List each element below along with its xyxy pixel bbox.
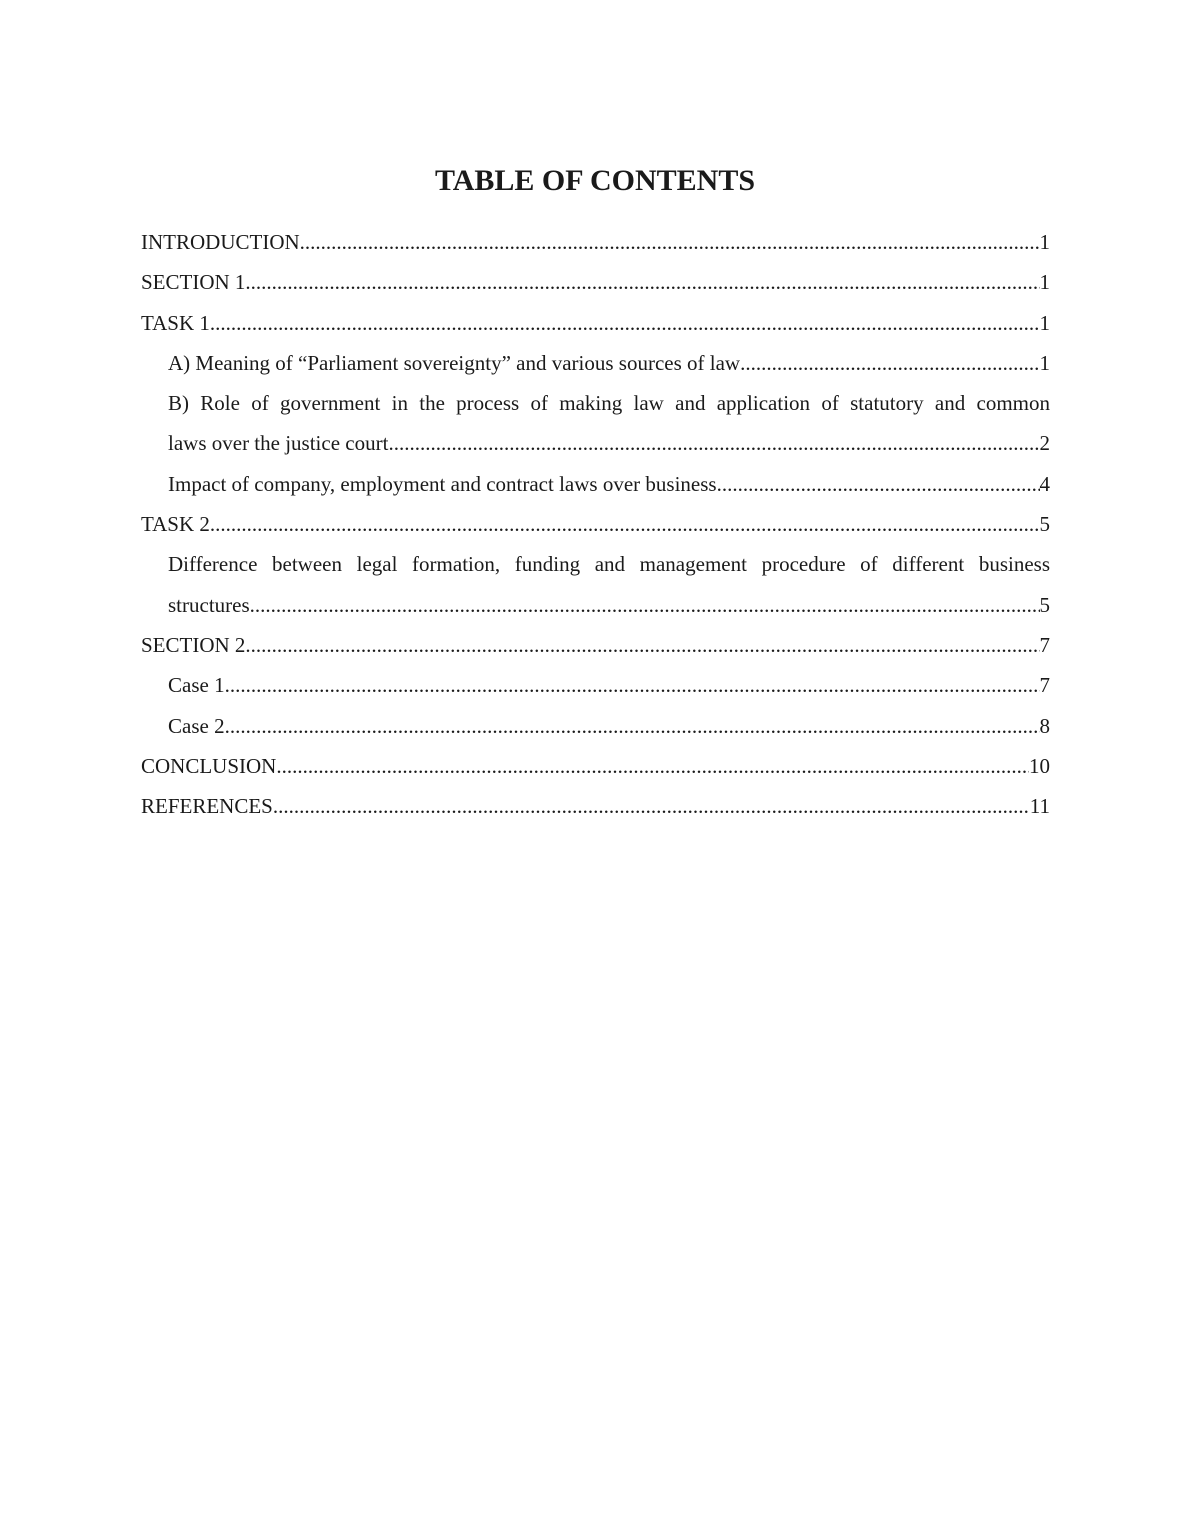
toc-entry-label: Impact of company, employment and contract laws over business <box>168 471 717 496</box>
toc-page-number: 1 <box>1039 350 1050 375</box>
toc-page-number: 5 <box>1039 512 1050 537</box>
toc-entry-label: SECTION 2 <box>141 632 246 657</box>
table-of-contents <box>141 222 1050 826</box>
toc-dot-leader <box>300 222 1040 262</box>
toc-entry-label: TASK 2 <box>141 512 210 537</box>
toc-entry-case-2[interactable] <box>141 706 1050 746</box>
toc-entry-introduction[interactable] <box>141 222 1050 262</box>
toc-entry-label: INTRODUCTION <box>141 230 300 254</box>
toc-entry-section-2[interactable] <box>141 625 1050 665</box>
toc-page-number: 7 <box>1039 673 1050 698</box>
toc-entry-label: structures <box>168 592 250 617</box>
toc-page-number: 4 <box>1039 471 1050 496</box>
toc-dot-leader <box>225 706 1040 746</box>
toc-entry-task-2[interactable] <box>141 504 1050 544</box>
toc-page-number: 7 <box>1039 632 1050 657</box>
toc-entry-label: SECTION 1 <box>141 270 246 295</box>
toc-entry-label-line-1: Difference between legal formation, funding and management procedure of different business <box>168 552 1050 577</box>
toc-entry-label: A) Meaning of “Parliament sovereignty” and various sources of law <box>168 350 741 375</box>
toc-entry-label: laws over the justice court <box>168 431 389 456</box>
toc-dot-leader <box>210 303 1040 343</box>
page-title: TABLE OF CONTENTS <box>434 164 756 197</box>
toc-entry-label: TASK 1 <box>141 310 210 335</box>
toc-entry-business-structures[interactable] <box>141 544 1050 625</box>
toc-entry-label: CONCLUSION <box>141 753 277 778</box>
toc-dot-leader <box>388 423 1039 463</box>
toc-entry-conclusion[interactable] <box>141 746 1050 786</box>
toc-page-number: 11 <box>1029 794 1050 819</box>
toc-dot-leader <box>210 504 1040 544</box>
toc-entry-impact-of-laws[interactable] <box>141 464 1050 504</box>
toc-page-number: 5 <box>1039 592 1050 617</box>
toc-entry-references[interactable] <box>141 786 1050 826</box>
toc-entry-label: Case 1 <box>168 673 225 698</box>
toc-dot-leader <box>717 464 1040 504</box>
toc-dot-leader <box>740 343 1039 383</box>
toc-entry-role-of-government[interactable] <box>141 383 1050 464</box>
toc-page-number: 10 <box>1029 753 1050 778</box>
toc-page-number: 1 <box>1039 270 1050 295</box>
toc-dot-leader <box>245 262 1039 302</box>
toc-entry-label: REFERENCES <box>141 794 273 819</box>
toc-entry-case-1[interactable] <box>141 665 1050 705</box>
toc-page-number: 1 <box>1039 230 1050 254</box>
toc-dot-leader <box>273 786 1030 826</box>
toc-entry-section-1[interactable] <box>141 262 1050 302</box>
toc-page-number: 8 <box>1039 713 1050 738</box>
toc-dot-leader <box>276 746 1029 786</box>
toc-entry-label: Case 2 <box>168 713 225 738</box>
toc-dot-leader <box>225 665 1040 705</box>
toc-entry-parliament-sovereignty[interactable] <box>141 343 1050 383</box>
toc-entry-label-line-1: B) Role of government in the process of making law and application of statutory and common <box>168 391 1050 416</box>
toc-page-number: 2 <box>1039 431 1050 456</box>
toc-dot-leader <box>250 585 1040 625</box>
toc-entry-task-1[interactable] <box>141 303 1050 343</box>
toc-page-number: 1 <box>1039 310 1050 335</box>
toc-dot-leader <box>245 625 1039 665</box>
